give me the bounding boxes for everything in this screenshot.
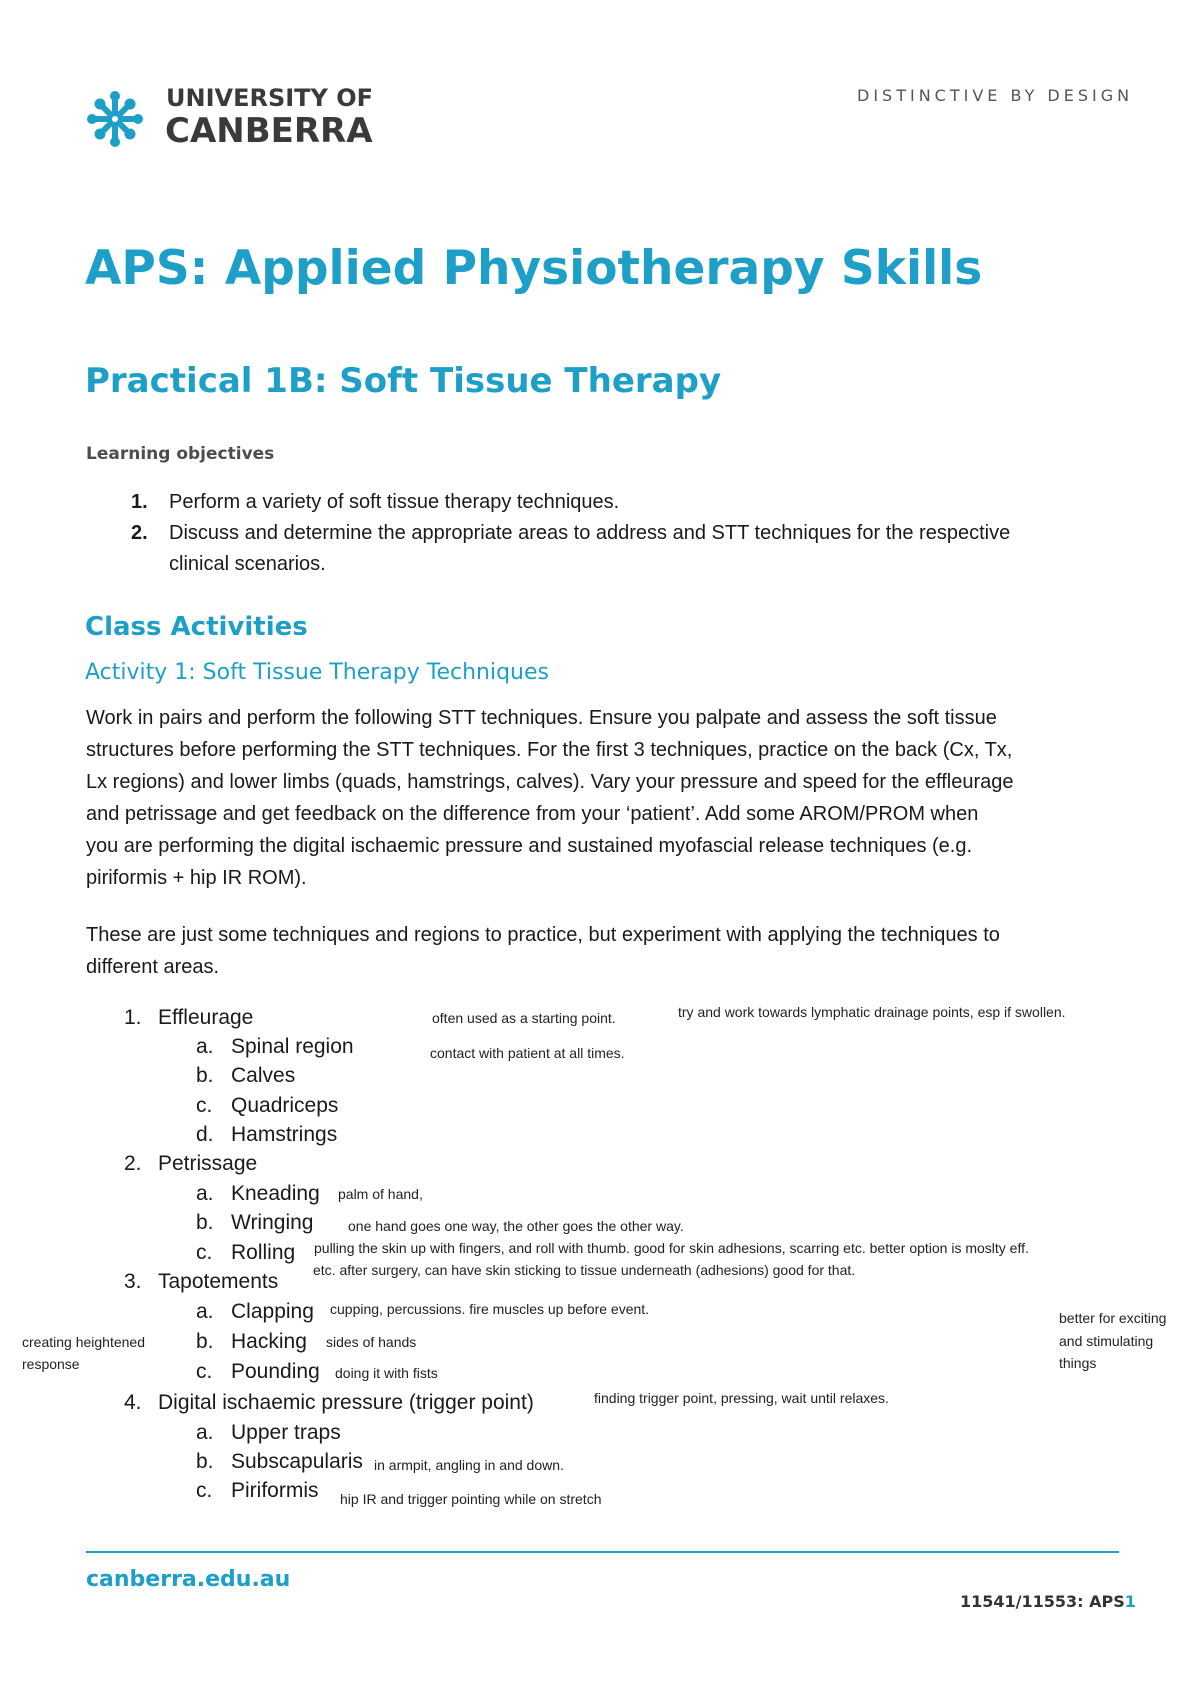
page-number: 1 xyxy=(1124,1592,1136,1611)
technique-3b-letter: b. xyxy=(196,1330,214,1353)
technique-4b-label: Subscapularis xyxy=(231,1450,363,1473)
footer-url: canberra.edu.au xyxy=(86,1567,291,1592)
technique-2-label: Petrissage xyxy=(158,1152,258,1175)
annotation-hacking: sides of hands xyxy=(326,1334,417,1350)
technique-2-number: 2. xyxy=(124,1152,142,1175)
paragraph-line: Lx regions) and lower limbs (quads, hamstrings, calves). Vary your pressure and speed for the effleurage xyxy=(86,771,1014,793)
annotation-digital: finding trigger point, pressing, wait until relaxes. xyxy=(594,1390,889,1406)
technique-4b-letter: b. xyxy=(196,1450,214,1473)
activity-1-heading: Activity 1: Soft Tissue Therapy Techniques xyxy=(85,660,549,685)
technique-4c-letter: c. xyxy=(196,1479,213,1502)
technique-3-label: Tapotements xyxy=(158,1270,279,1293)
paragraph-line: piriformis + hip IR ROM). xyxy=(86,867,307,889)
technique-4a-letter: a. xyxy=(196,1421,214,1444)
technique-1c-letter: c. xyxy=(196,1094,213,1117)
logo-line-1: UNIVERSITY OF xyxy=(166,84,374,112)
annotation-subscapularis: in armpit, angling in and down. xyxy=(374,1457,564,1473)
annotation-left-margin-1: creating heightened xyxy=(22,1334,145,1350)
technique-3b-label: Hacking xyxy=(231,1330,307,1353)
annotation-spinal: contact with patient at all times. xyxy=(430,1045,625,1061)
technique-2a-label: Kneading xyxy=(231,1182,320,1205)
learning-objectives-heading: Learning objectives xyxy=(86,444,275,464)
course-code-text: 11541/11553: APS xyxy=(960,1592,1125,1611)
objective-1-text: Perform a variety of soft tissue therapy techniques. xyxy=(169,491,620,513)
technique-2b-letter: b. xyxy=(196,1211,214,1234)
tagline: DISTINCTIVE BY DESIGN xyxy=(857,86,1134,105)
paragraph-line: different areas. xyxy=(86,956,220,978)
annotation-effleurage-start: often used as a starting point. xyxy=(432,1010,616,1026)
university-logo-icon xyxy=(86,90,144,148)
technique-4c-label: Piriformis xyxy=(231,1479,319,1502)
technique-1d-label: Hamstrings xyxy=(231,1123,338,1146)
technique-3c-letter: c. xyxy=(196,1360,213,1383)
annotation-right-margin-2: and stimulating xyxy=(1059,1333,1154,1349)
page-title: APS: Applied Physiotherapy Skills xyxy=(85,241,983,296)
technique-2a-letter: a. xyxy=(196,1182,214,1205)
annotation-right-margin-1: better for exciting xyxy=(1059,1310,1167,1326)
annotation-left-margin-2: response xyxy=(22,1356,80,1372)
annotation-piriformis: hip IR and trigger pointing while on stretch xyxy=(340,1491,602,1507)
paragraph-line: structures before performing the STT techniques. For the first 3 techniques, practice on the back (Cx, Tx, xyxy=(86,739,1013,761)
footer-divider xyxy=(86,1551,1119,1553)
technique-3a-letter: a. xyxy=(196,1300,214,1323)
technique-3-number: 3. xyxy=(124,1270,142,1293)
page-subtitle: Practical 1B: Soft Tissue Therapy xyxy=(85,361,722,401)
objective-2-number: 2. xyxy=(131,522,148,544)
technique-3a-label: Clapping xyxy=(231,1300,314,1323)
logo-line-2: CANBERRA xyxy=(165,111,373,151)
technique-1a-label: Spinal region xyxy=(231,1035,354,1058)
technique-1-number: 1. xyxy=(124,1006,142,1029)
technique-2c-label: Rolling xyxy=(231,1241,296,1264)
annotation-right-margin-3: things xyxy=(1059,1355,1097,1371)
technique-1d-letter: d. xyxy=(196,1123,214,1146)
technique-3c-label: Pounding xyxy=(231,1360,320,1383)
objective-2-text-cont: clinical scenarios. xyxy=(169,553,326,575)
paragraph-line: Work in pairs and perform the following STT techniques. Ensure you palpate and assess the soft tissue xyxy=(86,707,997,729)
activity-paragraph-2 xyxy=(86,919,1126,983)
paragraph-line: These are just some techniques and regions to practice, but experiment with applying the techniques to xyxy=(86,924,1000,946)
technique-1a-letter: a. xyxy=(196,1035,214,1058)
annotation-clapping: cupping, percussions. fire muscles up before event. xyxy=(330,1301,650,1317)
objective-2-text: Discuss and determine the appropriate areas to address and STT techniques for the respective xyxy=(169,522,1011,544)
class-activities-heading: Class Activities xyxy=(85,612,308,642)
technique-1b-label: Calves xyxy=(231,1064,296,1087)
activity-paragraph-1 xyxy=(86,702,1126,894)
annotation-effleurage-lymphatic: try and work towards lymphatic drainage points, esp if swollen. xyxy=(678,1004,1066,1020)
footer-course-code xyxy=(960,1592,1136,1611)
annotation-rolling-2: etc. after surgery, can have skin sticking to tissue underneath (adhesions) good for that. xyxy=(313,1262,856,1278)
technique-4-number: 4. xyxy=(124,1391,142,1414)
annotation-wringing: one hand goes one way, the other goes the other way. xyxy=(348,1218,684,1234)
technique-1c-label: Quadriceps xyxy=(231,1094,339,1117)
technique-4-label: Digital ischaemic pressure (trigger point) xyxy=(158,1391,534,1414)
annotation-pounding: doing it with fists xyxy=(335,1365,438,1381)
annotation-rolling-1: pulling the skin up with fingers, and roll with thumb. good for skin adhesions, scarring etc. better option is moslty eff. xyxy=(314,1240,1029,1256)
technique-1-label: Effleurage xyxy=(158,1006,254,1029)
paragraph-line: and petrissage and get feedback on the difference from your ‘patient’. Add some AROM/PROM when xyxy=(86,803,979,825)
technique-2c-letter: c. xyxy=(196,1241,213,1264)
technique-2b-label: Wringing xyxy=(231,1211,314,1234)
annotation-kneading: palm of hand, xyxy=(338,1186,423,1202)
technique-1b-letter: b. xyxy=(196,1064,214,1087)
technique-4a-label: Upper traps xyxy=(231,1421,341,1444)
objective-1-number: 1. xyxy=(131,491,148,513)
paragraph-line: you are performing the digital ischaemic pressure and sustained myofascial release techniques (e.g. xyxy=(86,835,973,857)
